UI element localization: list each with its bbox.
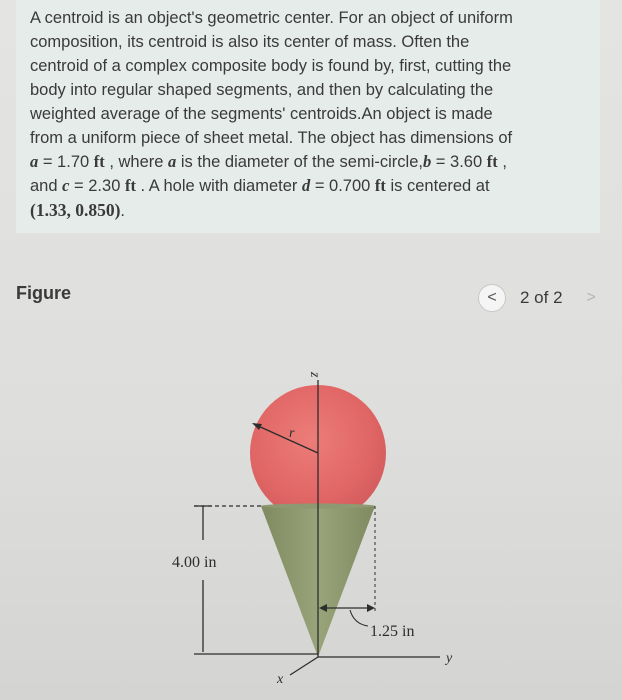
problem-line-8: and c = 2.30 ft . A hole with diameter d = 0.700 ft is centered at: [30, 176, 490, 195]
unit-ft: ft: [374, 176, 386, 195]
radius-label: r: [289, 426, 295, 441]
y-axis-label: y: [446, 651, 453, 666]
var-b: b: [422, 152, 432, 171]
problem-line-6: from a uniform piece of sheet metal. The object has dimensions of: [30, 129, 513, 147]
problem-line-9: (1.33, 0.850).: [30, 200, 125, 220]
problem-line-3: centroid of a complex composite body is found by, first, cutting the: [30, 57, 512, 75]
figure-title: Figure: [16, 283, 72, 303]
problem-line-5: weighted average of the segments' centroids.An object is made: [30, 105, 493, 123]
x-axis-label: x: [277, 672, 284, 687]
x-axis-line: [290, 657, 318, 675]
half-width-label: 1.25 in: [370, 623, 415, 640]
chevron-left-icon: <: [487, 289, 497, 306]
problem-line-1: A centroid is an object's geometric center. For an object of uniform: [30, 9, 513, 27]
z-axis-label: z: [307, 372, 322, 378]
var-a: a: [168, 152, 177, 171]
half-width-arrow-right: [367, 604, 375, 612]
var-c: c: [62, 176, 70, 195]
problem-line-4: body into regular shaped segments, and then by calculating the: [30, 81, 494, 99]
unit-ft: ft: [124, 176, 136, 195]
problem-line-7: a = 1.70 ft , where a is the diameter of the semi-circle,b = 3.60 ft ,: [30, 152, 507, 171]
problem-line-2: composition, its centroid is also its center of mass. Often the: [30, 33, 470, 51]
unit-ft: ft: [486, 152, 498, 171]
height-label: 4.00 in: [172, 554, 217, 571]
half-width-leader: [350, 610, 368, 626]
var-d: d: [301, 176, 311, 195]
unit-ft: ft: [93, 152, 105, 171]
figure-page-count: 2 of 2: [520, 288, 563, 307]
chevron-right-icon: >: [586, 289, 596, 306]
var-a: a: [30, 152, 39, 171]
hole-coordinates: (1.33, 0.850): [30, 200, 121, 220]
